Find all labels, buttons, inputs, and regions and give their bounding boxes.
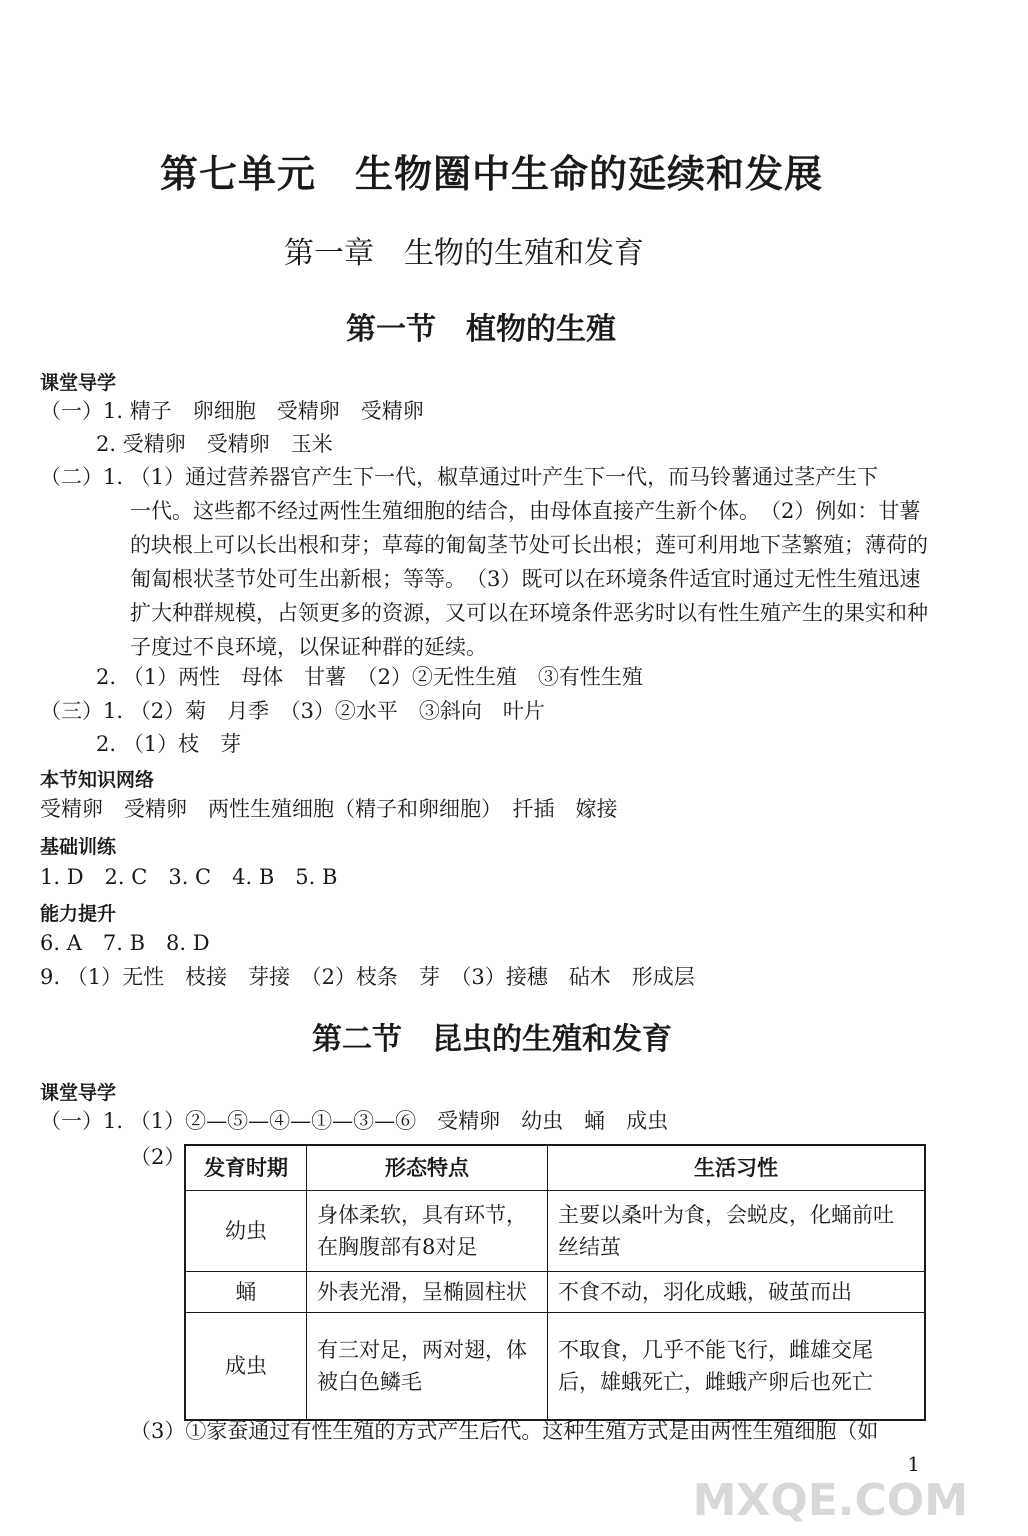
label-ability: 能力提升 — [40, 903, 117, 925]
answer-line: 1. D 2. C 3. C 4. B 5. B — [40, 865, 338, 889]
answer-line: （一）1. 精子 卵细胞 受精卵 受精卵 — [40, 399, 424, 423]
table-row — [185, 1313, 925, 1421]
answer-line: （一）1. （1）②—⑤—④—①—③—⑥ 受精卵 幼虫 蛹 成虫 — [40, 1109, 669, 1133]
chapter-title: 第一章 生物的生殖和发育 — [284, 236, 644, 271]
label-knowledge-network: 本节知识网络 — [40, 769, 155, 791]
table-cell: 不食不动，羽化成蛾，破茧而出 — [548, 1272, 926, 1313]
answer-line: 9. （1）无性 枝接 芽接 （2）枝条 芽 （3）接穗 砧木 形成层 — [40, 965, 695, 989]
label-classroom-guide-2: 课堂导学 — [40, 1082, 117, 1104]
table-header: 生活习性 — [548, 1145, 926, 1191]
table-cell: 外表光滑，呈椭圆柱状 — [307, 1272, 548, 1313]
answer-line: （三）1. （2）菊 月季 （3）②水平 ③斜向 叶片 — [40, 699, 545, 723]
table-cell: 蛹 — [185, 1272, 307, 1313]
table-cell: 幼虫 — [185, 1191, 307, 1272]
answer-paragraph: 一代。这些都不经过两性生殖细胞的结合，由母体直接产生新个体。 （2）例如：甘薯的块根上可以长出根和芽；草莓的匍匐茎节处可长出根；莲可利用地下茎繁殖；薄荷的匍匐根状茎节处可生出新根；等等。 （3）既可以在环境条件适宜时通过无性生殖迅速扩大种群规模，占领更多的资源，又可以在环境条件恶劣时以有性生殖产生的果实和种子度过不良环境，以保证种群的延续。 — [130, 499, 928, 659]
development-table — [184, 1144, 926, 1421]
answer-line: （3）①家蚕通过有性生殖的方式产生后代。这种生殖方式是由两性生殖细胞（如 — [130, 1419, 879, 1443]
watermark: MXQE.COM — [692, 1475, 968, 1526]
sub-item-marker: （2） — [130, 1145, 186, 1169]
answer-line: 受精卵 受精卵 两性生殖细胞（精子和卵细胞） 扦插 嫁接 — [40, 797, 618, 821]
table-cell: 身体柔软，具有环节，在胸腹部有8对足 — [307, 1191, 548, 1272]
section-title-2: 第二节 昆虫的生殖和发育 — [312, 1022, 672, 1057]
table-row — [185, 1191, 925, 1272]
answer-line: 6. A 7. B 8. D — [40, 931, 210, 955]
table-header: 发育时期 — [185, 1145, 307, 1191]
table-header: 形态特点 — [307, 1145, 548, 1191]
answer-line: 2. （1）枝 芽 — [96, 732, 242, 756]
label-classroom-guide: 课堂导学 — [40, 372, 117, 394]
label-basic-training: 基础训练 — [40, 836, 117, 858]
table-cell: 有三对足，两对翅，体被白色鳞毛 — [307, 1313, 548, 1421]
answer-line: 2. 受精卵 受精卵 玉米 — [96, 432, 333, 456]
table-row — [185, 1272, 925, 1313]
table-cell: 成虫 — [185, 1313, 307, 1421]
answer-line: 2. （1）两性 母体 甘薯 （2）②无性生殖 ③有性生殖 — [96, 665, 643, 689]
answer-line: （二）1. （1）通过营养器官产生下一代，椒草通过叶产生下一代，而马铃薯通过茎产生下 — [40, 465, 879, 489]
page-number: 1 — [907, 1452, 920, 1476]
unit-title: 第七单元 生物圈中生命的延续和发展 — [160, 151, 824, 196]
section-title-1: 第一节 植物的生殖 — [346, 312, 616, 347]
table-cell: 不取食，几乎不能飞行，雌雄交尾后，雄蛾死亡，雌蛾产卵后也死亡 — [548, 1313, 926, 1421]
table-cell: 主要以桑叶为食，会蜕皮，化蛹前吐丝结茧 — [548, 1191, 926, 1272]
